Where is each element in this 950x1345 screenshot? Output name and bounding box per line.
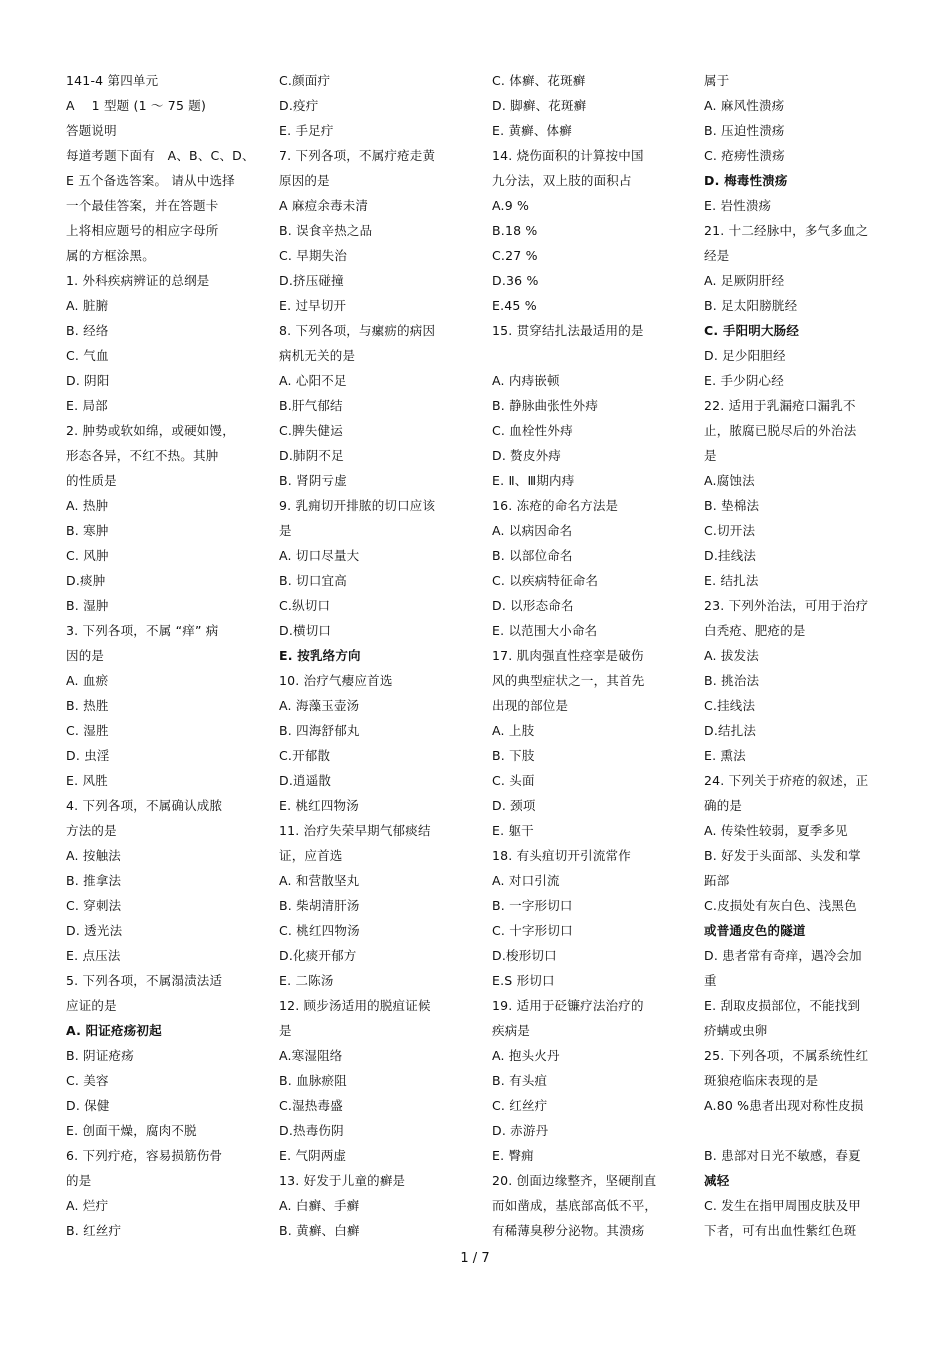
text-line: 的是: [66, 1173, 92, 1188]
text-line: 而如凿成，基底部高低不平，: [492, 1198, 658, 1213]
text-line: E. 黄癣、体癣: [492, 123, 572, 138]
text-line: 疾病是: [492, 1023, 531, 1038]
text-line: B. 好发于头面部、头发和掌: [704, 848, 861, 863]
text-line: D.梭形切口: [492, 948, 557, 963]
text-line: D. 赘皮外痔: [492, 448, 561, 463]
text-line: C. 十字形切口: [492, 923, 573, 938]
text-line: A. 抱头火丹: [492, 1048, 560, 1063]
text-line: E. Ⅱ、Ⅲ期内痔: [492, 473, 575, 488]
text-line: C. 红丝疔: [492, 1098, 548, 1113]
text-line: E. 气阴两虚: [279, 1148, 347, 1163]
text-line: 12. 顾步汤适用的脱疽证候: [279, 998, 431, 1013]
text-line: E. 结扎法: [704, 573, 759, 588]
text-line: 确的是: [704, 798, 743, 813]
text-line: E. 以范围大小命名: [492, 623, 598, 638]
text-line: 7. 下列各项，不属疔疮走黄: [279, 148, 436, 163]
text-line: 6. 下列疔疮，容易损筋伤骨: [66, 1148, 223, 1163]
text-line: A. 内痔嵌顿: [492, 373, 560, 388]
text-line: 3. 下列各项，不属 “痒” 病: [66, 623, 219, 638]
text-line: 一个最佳答案，并在答题卡: [66, 198, 219, 213]
text-line: 风的典型症状之一，其首先: [492, 673, 645, 688]
text-line: E. 风胜: [66, 773, 108, 788]
text-line: D. 虫淫: [66, 748, 110, 763]
text-line: A. 脏腑: [66, 298, 109, 313]
text-line: 23. 下列外治法，可用于治疗: [704, 598, 869, 613]
text-line: A. 和营散坚丸: [279, 873, 360, 888]
text-line: D.痰肿: [66, 573, 106, 588]
text-line: D. 患者常有奇痒，遇冷会加: [704, 948, 862, 963]
text-line: 答题说明: [66, 123, 117, 138]
text-line: 出现的部位是: [492, 698, 569, 713]
text-line: A.腐蚀法: [704, 473, 755, 488]
text-line: C.27 %: [492, 248, 538, 263]
text-line: 4. 下列各项，不属确认成脓: [66, 798, 223, 813]
text-line: B. 有头疽: [492, 1073, 548, 1088]
text-line: 上将相应题号的相应字母所: [66, 223, 219, 238]
text-line: C. 以疾病特征命名: [492, 573, 599, 588]
text-line: 17. 肌肉强直性痉挛是破伤: [492, 648, 644, 663]
text-line: E. 刮取皮损部位，不能找到: [704, 998, 861, 1013]
text-line: 18. 有头疽切开引流常作: [492, 848, 631, 863]
text-line: E. 岩性溃疡: [704, 198, 772, 213]
text-line: B. 热胜: [66, 698, 109, 713]
text-line: 经是: [704, 248, 730, 263]
text-line: C.开郁散: [279, 748, 331, 763]
text-line: C. 桃红四物汤: [279, 923, 360, 938]
text-line: D.挂线法: [704, 548, 757, 563]
text-line: B. 误食辛热之品: [279, 223, 373, 238]
text-line: 20. 创面边缘整齐，坚硬削直: [492, 1173, 657, 1188]
text-line: 证，应首选: [279, 848, 343, 863]
text-line: 15. 贯穿结扎法最适用的是: [492, 323, 644, 338]
text-line: 9. 乳痈切开排脓的切口应该: [279, 498, 436, 513]
text-line: C. 发生在指甲周围皮肤及甲: [704, 1198, 861, 1213]
text-line: 重: [704, 973, 717, 988]
text-line: 2. 肿势或软如绵，或硬如馒，: [66, 423, 235, 438]
text-line: A. 烂疔: [66, 1198, 109, 1213]
text-line: B. 足太阳膀胱经: [704, 298, 798, 313]
text-line: C. 穿刺法: [66, 898, 122, 913]
text-line: A. 以病因命名: [492, 523, 573, 538]
text-column-2: [279, 68, 479, 1243]
text-line: 是: [704, 448, 717, 463]
text-line: D.疫疔: [279, 98, 319, 113]
text-line: C. 风肿: [66, 548, 109, 563]
text-line: E. 臀痈: [492, 1148, 534, 1163]
text-line: A. 阳证疮疡初起: [66, 1023, 162, 1038]
text-line: 11. 治疗失荣早期气郁痰结: [279, 823, 431, 838]
text-line: D. 阴阳: [66, 373, 110, 388]
text-line: D. 足少阳胆经: [704, 348, 786, 363]
text-line: A. 海藻玉壶汤: [279, 698, 360, 713]
text-line: B. 柴胡清肝汤: [279, 898, 360, 913]
text-line: C. 气血: [66, 348, 109, 363]
text-line: E. 熏法: [704, 748, 746, 763]
text-line: 1. 外科疾病辨证的总纲是: [66, 273, 210, 288]
text-line: C.纵切口: [279, 598, 331, 613]
text-line: 21. 十二经脉中，多气多血之: [704, 223, 869, 238]
text-line: B. 患部对日光不敏感，春夏: [704, 1148, 861, 1163]
text-line: B.18 %: [492, 223, 538, 238]
text-line: D. 脚癣、花斑癣: [492, 98, 587, 113]
text-line: 5. 下列各项，不属溻渍法适: [66, 973, 223, 988]
text-line: B.肝气郁结: [279, 398, 343, 413]
text-line: B. 推拿法: [66, 873, 122, 888]
text-line: 16. 冻疮的命名方法是: [492, 498, 619, 513]
text-line: A.80 %患者出现对称性皮损: [704, 1098, 864, 1113]
text-line: A. 热肿: [66, 498, 109, 513]
text-line: B. 下肢: [492, 748, 535, 763]
text-line: C. 手阳明大肠经: [704, 323, 800, 338]
text-line: 14. 烧伤面积的计算按中国: [492, 148, 644, 163]
text-line: B. 红丝疔: [66, 1223, 122, 1238]
text-line: 的性质是: [66, 473, 117, 488]
text-line: B. 经络: [66, 323, 109, 338]
text-line: C. 体癣、花斑癣: [492, 73, 586, 88]
text-line: D. 赤游丹: [492, 1123, 549, 1138]
text-line: D.化痰开郁方: [279, 948, 357, 963]
text-line: A. 麻风性溃疡: [704, 98, 785, 113]
text-line: B. 阴证疮疡: [66, 1048, 134, 1063]
text-line: A. 足厥阴肝经: [704, 273, 785, 288]
text-line: 止，脓腐已脱尽后的外治法: [704, 423, 857, 438]
text-line: B. 静脉曲张性外痔: [492, 398, 599, 413]
text-line: C.脾失健运: [279, 423, 343, 438]
text-line: C.湿热毒盛: [279, 1098, 343, 1113]
text-line: D. 以形态命名: [492, 598, 574, 613]
text-line: A. 上肢: [492, 723, 535, 738]
text-column-1: [66, 68, 266, 1243]
text-line: 方法的是: [66, 823, 117, 838]
text-line: B. 挑治法: [704, 673, 760, 688]
text-line: B. 压迫性溃疡: [704, 123, 785, 138]
text-line: B. 黄癣、白癣: [279, 1223, 360, 1238]
text-line: C.挂线法: [704, 698, 756, 713]
text-line: 下者，可有出血性紫红色斑: [704, 1223, 857, 1238]
text-line: D. 颈项: [492, 798, 536, 813]
text-line: B. 湿肿: [66, 598, 109, 613]
text-line: C. 湿胜: [66, 723, 109, 738]
text-line: C. 头面: [492, 773, 535, 788]
text-line: A. 血瘀: [66, 673, 109, 688]
text-line: A.9 %: [492, 198, 530, 213]
text-line: A.寒湿阻络: [279, 1048, 343, 1063]
text-line: [492, 343, 692, 368]
text-line: E 五个备选答案。 请从中选择: [66, 173, 235, 188]
text-line: D.肺阴不足: [279, 448, 344, 463]
text-line: A 1 型题 (1 ～ 75 题): [66, 98, 207, 113]
text-line: E. 桃红四物汤: [279, 798, 359, 813]
text-line: A. 白癣、手癣: [279, 1198, 360, 1213]
text-line: 形态各异，不红不热。其肿: [66, 448, 219, 463]
text-line: B. 四海舒郁丸: [279, 723, 360, 738]
text-line: D. 保健: [66, 1098, 110, 1113]
text-line: E.S 形切口: [492, 973, 555, 988]
text-line: C. 疮痨性溃疡: [704, 148, 785, 163]
text-line: B. 切口宜高: [279, 573, 347, 588]
text-line: 8. 下列各项，与瘰疬的病因: [279, 323, 436, 338]
text-line: 是: [279, 523, 292, 538]
text-line: 减轻: [704, 1173, 730, 1188]
text-line: B. 肾阴亏虚: [279, 473, 347, 488]
text-line: C.切开法: [704, 523, 756, 538]
text-line: D.横切口: [279, 623, 332, 638]
text-line: 25. 下列各项，不属系统性红: [704, 1048, 869, 1063]
text-line: 13. 好发于儿童的癣是: [279, 1173, 406, 1188]
text-line: A. 传染性较弱，夏季多见: [704, 823, 848, 838]
text-line: D. 透光法: [66, 923, 123, 938]
text-line: A. 按触法: [66, 848, 121, 863]
text-line: C.皮损处有灰白色、浅黑色: [704, 898, 857, 913]
text-line: 病机无关的是: [279, 348, 356, 363]
text-line: B. 垫棉法: [704, 498, 760, 513]
text-line: 10. 治疗气瘿应首选: [279, 673, 393, 688]
text-line: 应证的是: [66, 998, 117, 1013]
text-line: 19. 适用于砭镰疗法治疗的: [492, 998, 644, 1013]
text-line: E. 创面干燥，腐肉不脱: [66, 1123, 197, 1138]
text-line: 每道考题下面有 A、B、C、D、: [66, 148, 255, 163]
text-line: C. 早期失治: [279, 248, 348, 263]
text-line: D.逍遥散: [279, 773, 332, 788]
text-line: E. 按乳络方向: [279, 648, 361, 663]
text-line: D.挤压碰撞: [279, 273, 344, 288]
page-number: 1 / 7: [460, 1251, 490, 1266]
text-line: E.45 %: [492, 298, 537, 313]
text-line: D.结扎法: [704, 723, 757, 738]
text-line: D. 梅毒性溃疡: [704, 173, 788, 188]
text-line: 是: [279, 1023, 292, 1038]
text-line: 属的方框涂黑。: [66, 248, 155, 263]
text-line: E. 躯干: [492, 823, 534, 838]
text-line: 有稀薄臭秽分泌物。其溃疡: [492, 1223, 645, 1238]
text-line: 白秃疮、肥疮的是: [704, 623, 806, 638]
text-line: A. 切口尽量大: [279, 548, 360, 563]
text-column-4: [704, 68, 904, 1243]
text-line: E. 局部: [66, 398, 108, 413]
text-line: 22. 适用于乳漏疮口漏乳不: [704, 398, 856, 413]
text-line: C. 血栓性外痔: [492, 423, 573, 438]
text-line: 原因的是: [279, 173, 330, 188]
text-line: 属于: [704, 73, 730, 88]
text-column-3: [492, 68, 692, 1243]
text-line: E. 点压法: [66, 948, 121, 963]
text-line: 跖部: [704, 873, 730, 888]
text-line: 24. 下列关于疥疮的叙述，正: [704, 773, 869, 788]
text-line: D.热毒伤阴: [279, 1123, 344, 1138]
text-line: A. 对口引流: [492, 873, 560, 888]
text-line: B. 血脉瘀阻: [279, 1073, 347, 1088]
text-line: E. 过早切开: [279, 298, 347, 313]
text-line: B. 以部位命名: [492, 548, 573, 563]
text-line: A. 心阳不足: [279, 373, 347, 388]
text-line: [704, 1118, 904, 1143]
text-line: 疥螨或虫卵: [704, 1023, 768, 1038]
text-line: E. 手足疔: [279, 123, 334, 138]
text-line: B. 一字形切口: [492, 898, 573, 913]
text-line: B. 寒肿: [66, 523, 109, 538]
text-line: 九分法，双上肢的面积占: [492, 173, 632, 188]
text-line: A 麻痘余毒未清: [279, 198, 369, 213]
text-line: 因的是: [66, 648, 105, 663]
text-line: C.颜面疔: [279, 73, 331, 88]
text-line: E. 二陈汤: [279, 973, 334, 988]
text-line: 或普通皮色的隧道: [704, 923, 806, 938]
text-line: 斑狼疮临床表现的是: [704, 1073, 819, 1088]
text-line: A. 拔发法: [704, 648, 759, 663]
text-line: E. 手少阴心经: [704, 373, 784, 388]
text-line: 141-4 第四单元: [66, 73, 159, 88]
text-line: C. 美容: [66, 1073, 109, 1088]
text-line: D.36 %: [492, 273, 539, 288]
